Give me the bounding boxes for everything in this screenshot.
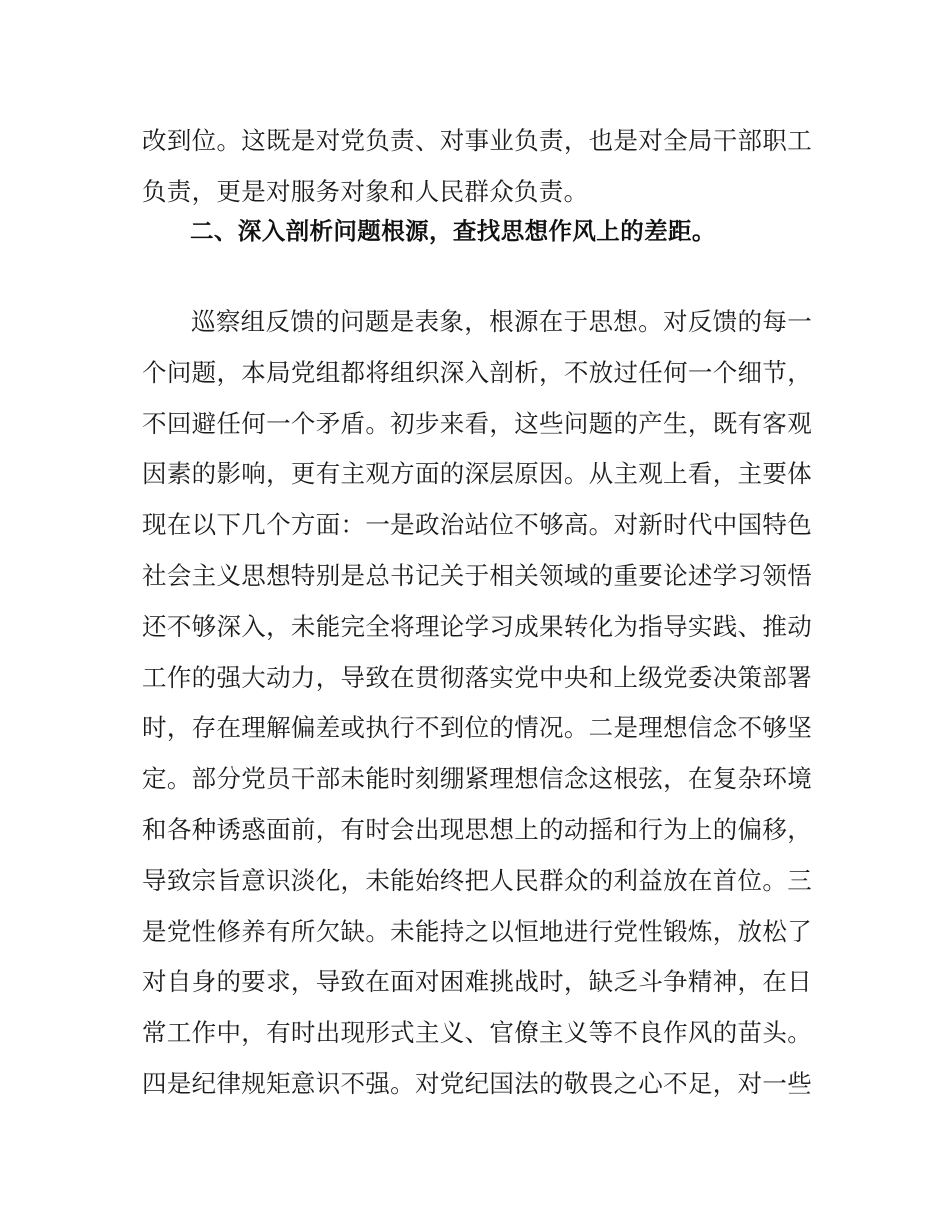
paragraph-line: 现在以下几个方面：一是政治站位不够高。对新时代中国特色 xyxy=(142,510,812,540)
paragraph-intro xyxy=(142,116,812,218)
paragraph-line: 巡察组反馈的问题是表象，根源在于思想。对反馈的每一 xyxy=(191,307,812,336)
paragraph-line: 导致宗旨意识淡化，未能始终把人民群众的利益放在首位。三 xyxy=(142,865,812,895)
paragraph-line: 工作的强大动力，导致在贯彻落实党中央和上级党委决策部署 xyxy=(142,662,812,692)
paragraph-line: 社会主义思想特别是总书记关于相关领域的重要论述学习领悟 xyxy=(142,560,812,590)
paragraph-line: 改到位。这既是对党负责、对事业负责，也是对全局干部职工 xyxy=(142,126,812,155)
paragraph-line: 对自身的要求，导致在面对困难挑战时，缺乏斗争精神，在日 xyxy=(142,967,812,997)
paragraph-line: 常工作中，有时出现形式主义、官僚主义等不良作风的苗头。 xyxy=(142,1018,812,1048)
paragraph-line: 时，存在理解偏差或执行不到位的情况。二是理想信念不够坚 xyxy=(142,713,812,743)
paragraph-line: 定。部分党员干部未能时刻绷紧理想信念这根弦，在复杂环境 xyxy=(142,764,812,794)
paragraph-line: 个问题，本局党组都将组织深入剖析，不放过任何一个细节， xyxy=(142,357,812,387)
paragraph-line: 不回避任何一个矛盾。初步来看，这些问题的产生，既有客观 xyxy=(142,408,812,438)
paragraph-line: 是党性修养有所欠缺。未能持之以恒地进行党性锻炼，放松了 xyxy=(142,916,812,946)
paragraph-line: 负责，更是对服务对象和人民群众负责。 xyxy=(142,176,589,206)
paragraph-line: 还不够深入，未能完全将理论学习成果转化为指导实践、推动 xyxy=(142,611,812,641)
paragraph-line: 因素的影响，更有主观方面的深层原因。从主观上看，主要体 xyxy=(142,459,812,489)
paragraph-analysis xyxy=(142,297,812,1110)
paragraph-line: 和各种诱惑面前，有时会出现思想上的动摇和行为上的偏移， xyxy=(142,814,812,844)
paragraph-line: 四是纪律规矩意识不强。对党纪国法的敬畏之心不足，对一些 xyxy=(142,1068,812,1098)
section-heading: 二、深入剖析问题根源，查找思想作风上的差距。 xyxy=(190,217,716,245)
